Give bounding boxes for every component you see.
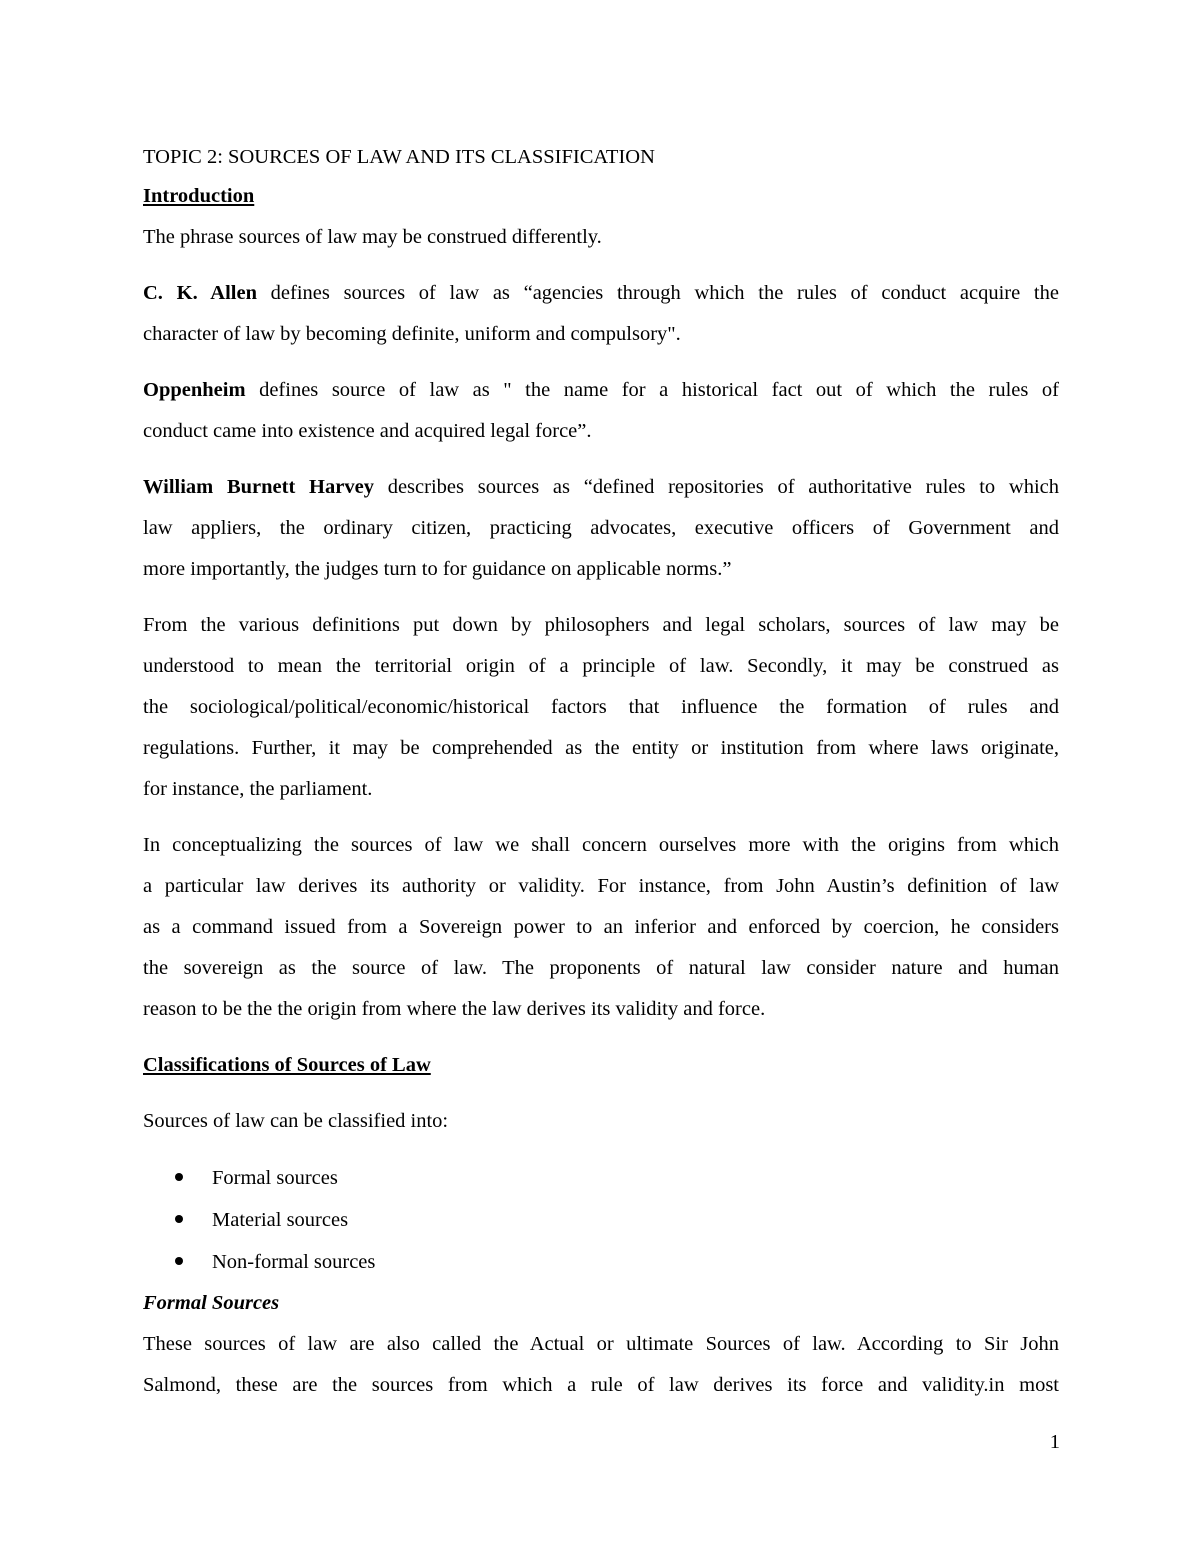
harvey-text-1: describes sources as “defined repositories of authoritative rules to which [373,476,1059,498]
conceptualizing-line: as a command issued from a Sovereign power to an inferior and enforced by coercion, he considers [143,916,1059,938]
classifications-heading: Classifications of Sources of Law [143,1054,431,1076]
classifications-list [143,1157,1059,1283]
conceptualizing-line: reason to be the the origin from where the law derives its validity and force. [143,998,766,1020]
bullet-icon [175,1173,183,1181]
definitions-paragraph [143,605,1059,810]
formal-line: These sources of law are also called the Actual or ultimate Sources of law. According to Sir John [143,1333,1059,1355]
list-item-label: Non-formal sources [212,1251,376,1273]
harvey-line-2: law appliers, the ordinary citizen, practicing advocates, executive officers of Government and [143,517,1059,539]
list-item [143,1157,1059,1199]
oppenheim-name: Oppenheim [143,379,246,401]
page-content [143,138,1059,1406]
conceptualizing-paragraph [143,825,1059,1030]
conceptualizing-line: the sovereign as the source of law. The proponents of natural law consider nature and human [143,957,1059,979]
introduction-heading: Introduction [143,185,255,207]
allen-name: C. K. Allen [143,282,257,304]
intro-text: The phrase sources of law may be construed differently. [143,226,602,248]
harvey-name: William Burnett Harvey [143,476,374,498]
allen-text-1: defines sources of law as “agencies through which the rules of conduct acquire the [256,282,1059,304]
conceptualizing-line: In conceptualizing the sources of law we shall concern ourselves more with the origins from which [143,834,1059,856]
allen-definition [143,273,1059,355]
definitions-line: the sociological/political/economic/historical factors that influence the formation of rules and [143,696,1059,718]
allen-line-1 [143,273,1059,314]
definitions-line: understood to mean the territorial origin of a principle of law. Secondly, it may be construed as [143,655,1059,677]
definitions-line: regulations. Further, it may be comprehended as the entity or institution from where laws originate, [143,737,1059,759]
definitions-line: for instance, the parliament. [143,778,373,800]
oppenheim-definition [143,370,1059,452]
definitions-line: From the various definitions put down by philosophers and legal scholars, sources of law may be [143,614,1059,636]
document-title: TOPIC 2: SOURCES OF LAW AND ITS CLASSIFICATION [143,146,655,168]
list-item [143,1199,1059,1241]
conceptualizing-line: a particular law derives its authority or validity. For instance, from John Austin’s definition of law [143,875,1059,897]
oppenheim-text-1: defines source of law as " the name for a historical fact out of which the rules of [245,379,1059,401]
classifications-intro: Sources of law can be classified into: [143,1110,449,1132]
page-number: 1 [1049,1431,1060,1453]
bullet-icon [175,1257,183,1265]
list-item [143,1241,1059,1283]
formal-sources-paragraph [143,1324,1059,1406]
bullet-icon [175,1215,183,1223]
harvey-definition [143,467,1059,590]
oppenheim-line-2: conduct came into existence and acquired legal force”. [143,420,592,442]
list-item-label: Material sources [212,1209,349,1231]
oppenheim-line-1 [143,370,1059,411]
formal-line: Salmond, these are the sources from which a rule of law derives its force and validity.in most [143,1374,1059,1396]
harvey-line-3: more importantly, the judges turn to for guidance on applicable norms.” [143,558,732,580]
harvey-line-1 [143,467,1059,508]
list-item-label: Formal sources [212,1167,338,1189]
formal-sources-heading: Formal Sources [143,1292,280,1314]
allen-line-2: character of law by becoming definite, uniform and compulsory". [143,323,681,345]
